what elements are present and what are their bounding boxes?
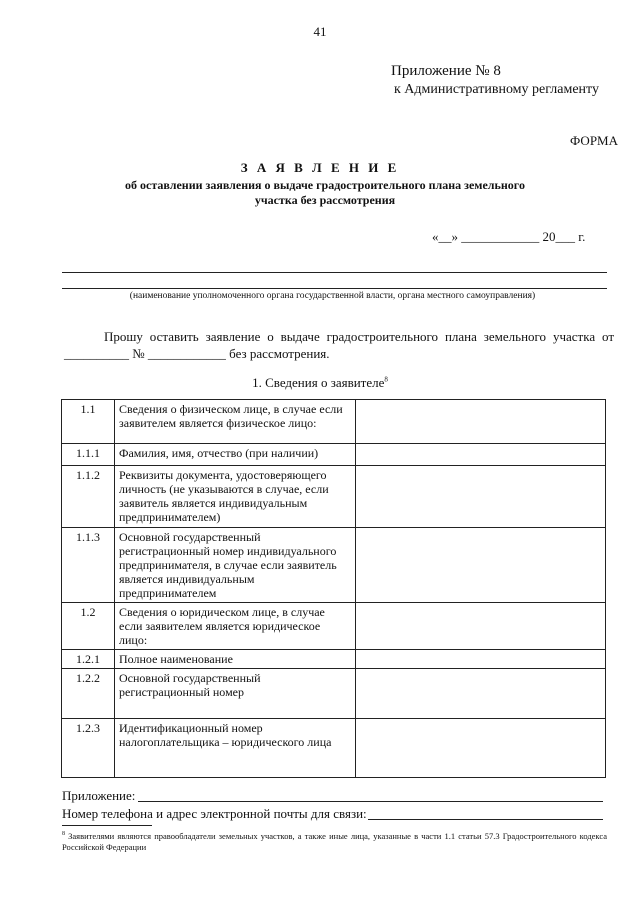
form-label: ФОРМА [570,133,618,148]
table-row [62,466,606,528]
row-label: Фамилия, имя, отчество (при наличии) [115,444,356,466]
row-label: Основной государственный регистрационный номер индивидуального предпринимателя, в случае если заявитель является индивидуальным предпринимателем [115,528,356,603]
applicant-table [61,399,606,778]
row-number: 1.2.3 [62,719,115,778]
row-label: Идентификационный номер налогоплательщика – юридического лица [115,719,356,778]
section-title-text: 1. Сведения о заявителе [252,375,385,390]
row-number: 1.2.2 [62,669,115,719]
row-number: 1.2.1 [62,650,115,669]
footnote-mark: 8 [62,831,65,837]
row-number: 1.2 [62,603,115,650]
attachment-label: Приложение: [62,788,136,803]
appendix-title: Приложение № 8 [391,63,501,79]
contact-label: Номер телефона и адрес электронной почты для связи: [62,806,367,821]
appendix-subtitle: к Административному регламенту [394,82,599,97]
footnote-text: Заявителями являются правообладатели земельных участков, а также иные лица, указанные в части 1.1 статьи 57.3 Градостроительного кодекса Российской Федерации [62,830,608,852]
row-number: 1.1.2 [62,466,115,528]
document-title: З А Я В Л Е Н И Е [240,160,400,175]
row-value-field[interactable] [356,603,606,650]
row-value-field[interactable] [356,669,606,719]
row-label: Реквизиты документа, удостоверяющего личность (не указываются в случае, если заявитель является индивидуальным предпринимателем) [115,466,356,528]
page-number: 41 [313,24,327,39]
row-value-field[interactable] [356,528,606,603]
section-title [0,375,640,391]
row-value-field[interactable] [356,466,606,528]
footnote-rule [62,825,152,826]
row-label: Сведения о физическом лице, в случае если заявителем является физическое лицо: [115,400,356,444]
row-label: Сведения о юридическом лице, в случае если заявителем является юридическое лицо: [115,603,356,650]
table-row [62,444,606,466]
row-number: 1.1.1 [62,444,115,466]
document-subtitle: об оставлении заявления о выдаче градостроительного плана земельного участка без рассмотрения [125,178,525,207]
table-row [62,400,606,444]
date-line: «__» ____________ 20___ г. [432,229,586,244]
row-value-field[interactable] [356,719,606,778]
footnote [62,829,607,853]
row-number: 1.1.3 [62,528,115,603]
table-row [62,528,606,603]
table-row [62,650,606,669]
org-caption: (наименование уполномоченного органа государственной власти, органа местного самоуправления) [129,291,536,301]
row-number: 1.1 [62,400,115,444]
row-value-field[interactable] [356,444,606,466]
row-label: Полное наименование [115,650,356,669]
section-footnote-mark: 8 [384,375,388,384]
row-value-field[interactable] [356,400,606,444]
table-row [62,603,606,650]
row-label: Основной государственный регистрационный номер [115,669,356,719]
attachment-line[interactable] [138,801,603,802]
request-text: Прошу оставить заявление о выдаче градостроительного плана земельного участка от __________ № ____________ без рассмотрения. [64,329,614,361]
org-name-line-1 [62,272,607,273]
table-row [62,669,606,719]
table-row [62,719,606,778]
org-name-line-2 [62,288,607,289]
contact-line[interactable] [368,819,603,820]
row-value-field[interactable] [356,650,606,669]
